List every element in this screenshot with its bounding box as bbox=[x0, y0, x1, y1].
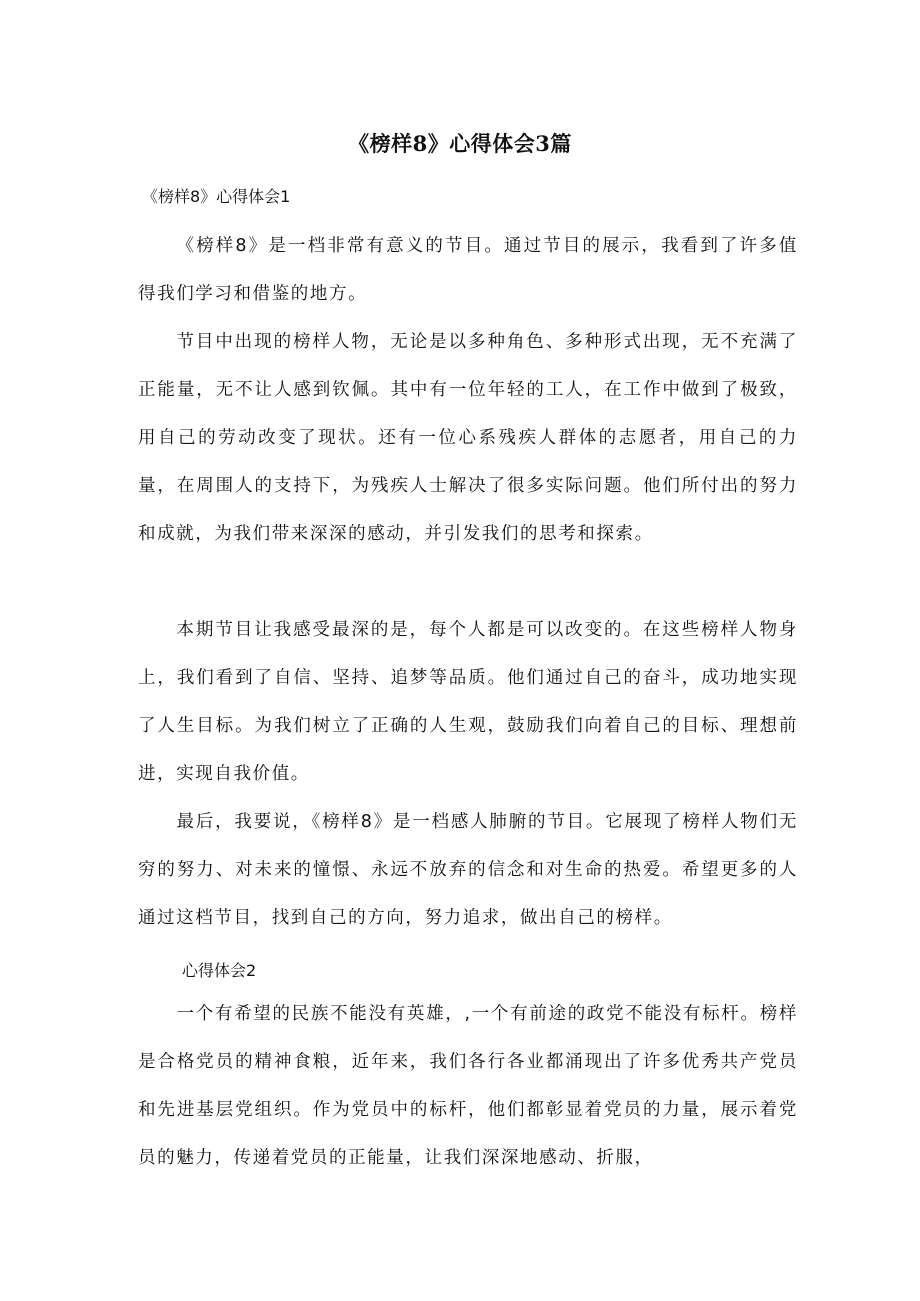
section-1-paragraph-3: 本期节目让我感受最深的是，每个人都是可以改变的。在这些榜样人物身上，我们看到了自信、坚持、追梦等品质。他们通过自己的奋斗，成功地实现了人生目标。为我们树立了正确的人生观，鼓励我们向着自己的目标、理想前进，实现自我价值。 bbox=[138, 620, 798, 784]
section-1-heading: 《榜样8》心得体会1 bbox=[142, 187, 291, 206]
section-2-paragraph-1: 一个有希望的民族不能没有英雄，,一个有前途的政党不能没有标杆。榜样是合格党员的精神食粮，近年来，我们各行各业都涌现出了许多优秀共产党员和先进基层党组织。作为党员中的标杆，他们都彰显着党员的力量，展示着党员的魅力，传递着党员的正能量，让我们深深地感动、折服， bbox=[138, 1004, 798, 1168]
section-1-paragraph-1: 《榜样8》是一档非常有意义的节目。通过节目的展示，我看到了许多值得我们学习和借鉴的地方。 bbox=[138, 236, 798, 304]
section-1-paragraph-4: 最后，我要说，《榜样8》是一档感人肺腑的节目。它展现了榜样人物们无穷的努力、对未来的憧憬、永远不放弃的信念和对生命的热爱。希望更多的人通过这档节目，找到自己的方向，努力追求，做出自己的榜样。 bbox=[138, 812, 798, 928]
document-title: 《榜样8》心得体会3篇 bbox=[348, 131, 572, 156]
section-2-heading: 心得体会2 bbox=[182, 961, 257, 980]
section-1-paragraph-2: 节目中出现的榜样人物，无论是以多种角色、多种形式出现，无不充满了正能量，无不让人感到钦佩。其中有一位年轻的工人，在工作中做到了极致，用自己的劳动改变了现状。还有一位心系残疾人群体的志愿者，用自己的力量，在周围人的支持下，为残疾人士解决了很多实际问题。他们所付出的努力和成就，为我们带来深深的感动，并引发我们的思考和探索。 bbox=[138, 332, 798, 544]
